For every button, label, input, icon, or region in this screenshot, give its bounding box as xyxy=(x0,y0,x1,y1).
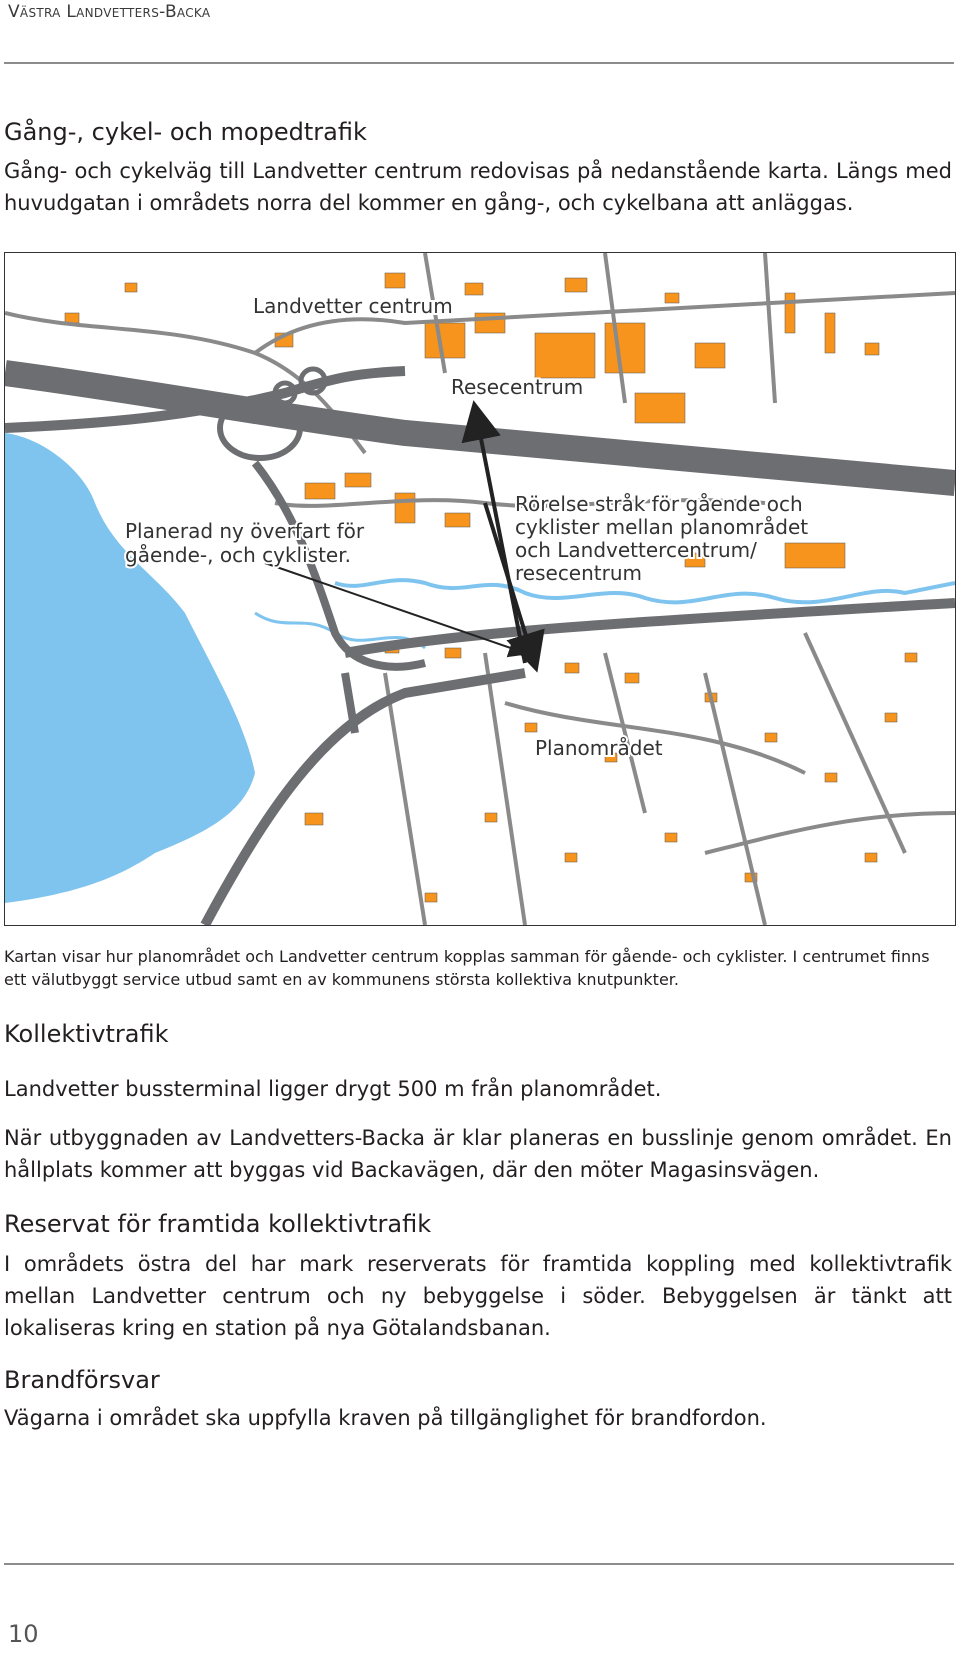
label-rorelse-2: cyklister mellan planområdet xyxy=(515,515,809,539)
map-figure xyxy=(4,252,956,926)
label-rorelse-1: Rörelse stråk för gående och xyxy=(515,492,803,516)
label-overfart-1: Planerad ny överfart för xyxy=(125,519,365,543)
label-rorelse-4: resecentrum xyxy=(515,561,643,585)
section-heading-kollektiv: Kollektivtrafik xyxy=(4,1020,169,1048)
running-header: Västra Landvetters-Backa xyxy=(8,2,211,22)
section-heading-reservat: Reservat för framtida kollektivtrafik xyxy=(4,1210,432,1238)
section-text-reservat: I områdets östra del har mark reserverats för framtida koppling med kollektivtrafik mellan Landvetter centrum och ny bebyggelse i söder. Bebyggelsen är tänkt att lokaliseras kring en station på nya Götalandsbanan. xyxy=(4,1252,952,1340)
page-number: 10 xyxy=(8,1620,39,1648)
header-divider xyxy=(4,62,954,64)
section-text-kollektiv-2: När utbyggnaden av Landvetters-Backa är klar planeras en busslinje genom området. En hållplats kommer att byggas vid Backavägen, där den möter Magasinsvägen. xyxy=(4,1126,952,1182)
label-landvetter-centrum: Landvetter centrum xyxy=(253,294,453,318)
label-overfart-2: gående-, och cyklister. xyxy=(125,543,351,567)
label-rorelse-3: och Landvettercentrum/ xyxy=(515,538,757,562)
map-caption: Kartan visar hur planområdet och Landvetter centrum kopplas samman för gående- och cyklister. I centrumet finns ett välutbyggt service utbud samt en av kommunens största kollektiva knutpunkter. xyxy=(4,947,930,989)
label-planomradet: Planområdet xyxy=(535,736,663,760)
footer-divider xyxy=(4,1563,954,1565)
map-svg xyxy=(5,253,955,925)
section-heading-gang: Gång-, cykel- och mopedtrafik xyxy=(4,118,367,146)
section-text-kollektiv-1: Landvetter bussterminal ligger drygt 500 m från planområdet. xyxy=(4,1077,662,1101)
label-resecentrum: Resecentrum xyxy=(451,375,584,399)
section-heading-brand: Brandförsvar xyxy=(4,1366,160,1394)
section-text-gang: Gång- och cykelväg till Landvetter centrum redovisas på nedanstående karta. Längs med huvudgatan i områdets norra del kommer en gång-, och cykelbana att anläggas. xyxy=(4,159,952,215)
section-text-brand: Vägarna i området ska uppfylla kraven på tillgänglighet för brandfordon. xyxy=(4,1406,767,1430)
